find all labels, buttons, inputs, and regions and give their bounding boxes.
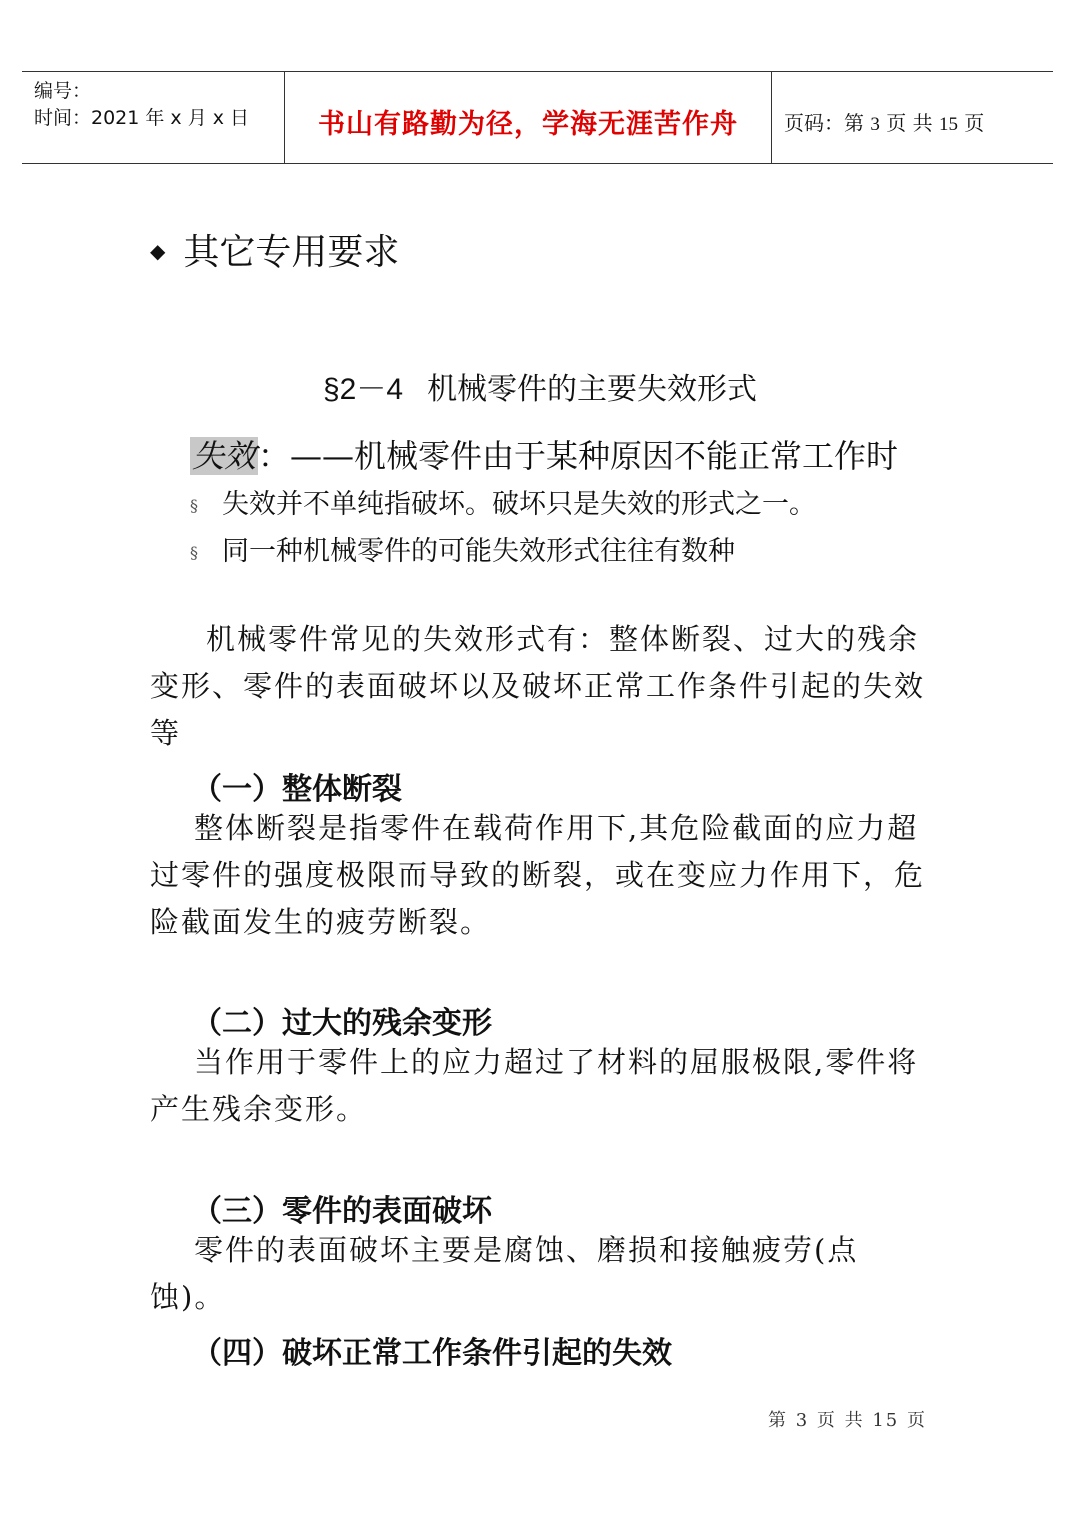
point-marker-icon: §: [190, 543, 198, 562]
subsection-text: 整体断裂是指零件在载荷作用下,其危险截面的应力超过零件的强度极限而导致的断裂，或在变应力作用下，危险截面发生的疲劳断裂。: [150, 811, 926, 939]
definition-line: [190, 431, 898, 477]
header-left-cell: [22, 72, 284, 164]
definition-text: ：——机械零件由于某种原因不能正常工作时: [258, 437, 899, 475]
intro-paragraph: 机械零件常见的失效形式有：整体断裂、过大的残余变形、零件的表面破坏以及破坏正常工作条件引起的失效等: [150, 622, 926, 750]
document-header: [22, 71, 1053, 164]
page-footer: 第 3 页 共 15 页: [768, 1410, 927, 1431]
subsection-text: 当作用于零件上的应力超过了材料的屈服极限,零件将产生残余变形。: [150, 1045, 919, 1126]
page-label-mid: 页 共: [879, 111, 939, 135]
header-motto: 书山有路勤为径，学海无涯苦作舟: [318, 109, 738, 140]
definition-term: 失效: [192, 437, 257, 475]
section-number: §2－4: [323, 373, 404, 406]
page-number: 3: [870, 114, 880, 135]
document-time: 时间：2021 年 x 月 x 日: [34, 107, 250, 129]
header-page-cell: [772, 72, 1053, 164]
subsection-heading: （四）破坏正常工作条件引起的失效: [192, 1336, 672, 1371]
point-text: 失效并不单纯指破坏。破坏只是失效的形式之一。: [222, 489, 816, 520]
diamond-bullet-icon: ◆: [150, 239, 166, 263]
subsection-heading: （二）过大的残余变形: [192, 1006, 492, 1041]
page-label-post: 页: [957, 111, 985, 135]
point-marker-icon: §: [190, 496, 198, 515]
section-title: [323, 364, 757, 408]
subsection-heading: （一）整体断裂: [192, 772, 402, 807]
bullet-heading-text: 其它专用要求: [183, 232, 400, 273]
section-title-text: 机械零件的主要失效形式: [427, 372, 758, 407]
page-total: 15: [938, 114, 958, 135]
bullet-heading: [150, 224, 399, 275]
point-text: 同一种机械零件的可能失效形式往往有数种: [222, 536, 735, 567]
subsection-text: 零件的表面破坏主要是腐蚀、磨损和接触疲劳(点蚀)。: [150, 1233, 859, 1314]
subsection-heading: （三）零件的表面破坏: [192, 1194, 492, 1229]
document-number: 编号：: [34, 80, 92, 102]
header-page-code: [784, 107, 984, 136]
page-label-pre: 页码：第: [784, 111, 871, 135]
header-motto-cell: [284, 72, 772, 164]
point-item: [190, 482, 816, 521]
point-item: [190, 529, 735, 568]
